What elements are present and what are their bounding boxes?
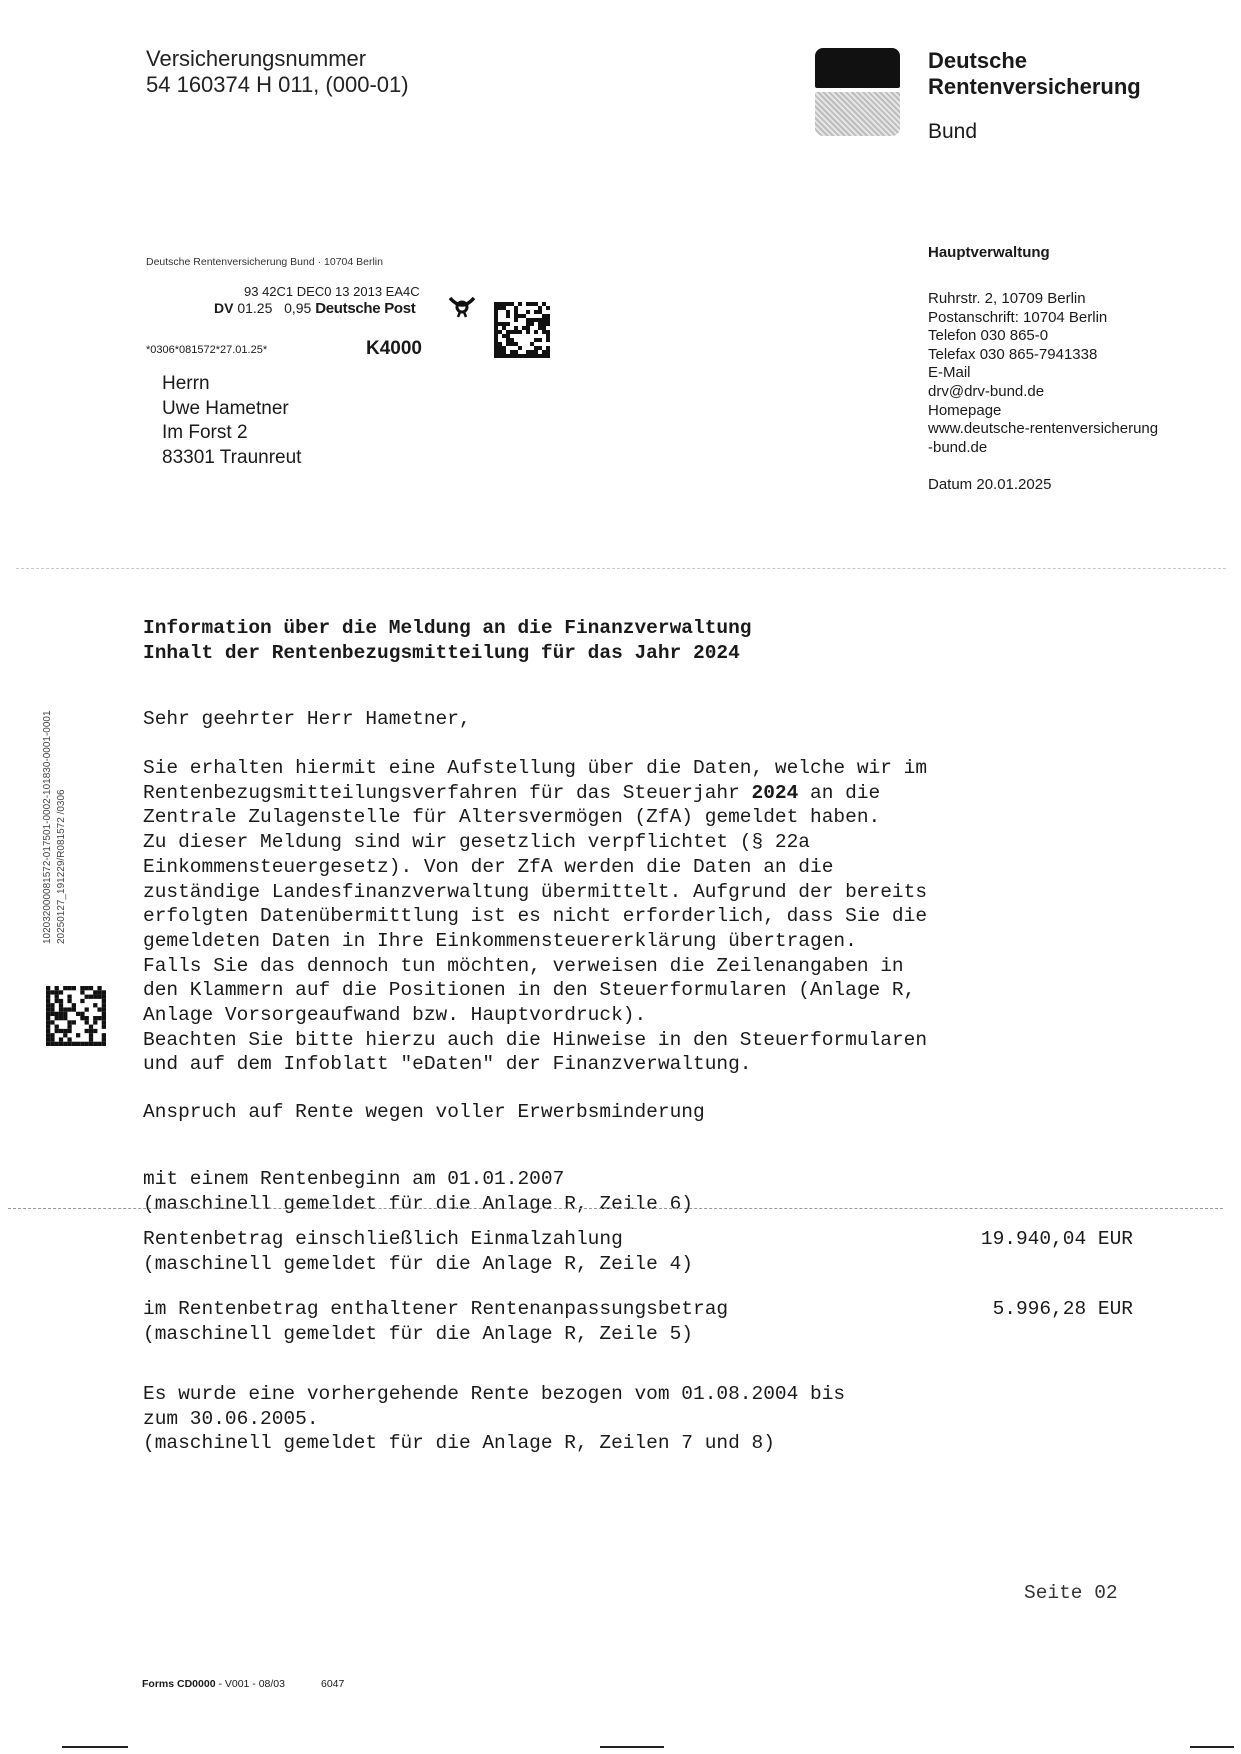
side-datamatrix-code (46, 986, 106, 1046)
contact-line: Homepage (928, 401, 1002, 419)
sender-line: Deutsche Rentenversicherung Bund · 10704 Berlin (146, 256, 383, 268)
previous-pension (143, 1382, 845, 1456)
contact-email[interactable]: drv@drv-bund.de (928, 382, 1045, 400)
insurance-number-label: Versicherungsnummer (146, 46, 367, 71)
recipient-name: Uwe Hametner (162, 397, 289, 419)
intro-paragraph (143, 756, 927, 1077)
contact-line: Postanschrift: 10704 Berlin (928, 308, 1108, 326)
k-code: K4000 (366, 338, 422, 359)
page-number: Seite 02 (1024, 1582, 1118, 1604)
fold-line (16, 568, 1226, 569)
footer-mark (600, 1746, 664, 1748)
post-horn-icon (448, 294, 476, 322)
pension-claim: Anspruch auf Rente wegen voller Erwerbsminderung (143, 1101, 705, 1123)
amount-row (143, 1297, 1133, 1346)
previous-pension-note: (maschinell gemeldet für die Anlage R, Zeilen 7 und 8) (143, 1432, 775, 1454)
contact-line: Telefax 030 865-7941338 (928, 345, 1098, 363)
letter-title-line2: Inhalt der Rentenbezugsmitteilung für das Jahr 2024 (143, 642, 740, 664)
amount-label: Rentenbetrag einschließlich Einmalzahlung (143, 1228, 623, 1250)
contact-block (928, 290, 1158, 457)
barcode-text: *0306*081572*27.01.25* (146, 344, 268, 356)
carrier-name: Deutsche Post (315, 300, 416, 317)
form-id: Forms CD0000 (142, 1678, 216, 1690)
organization-name-line1: Deutsche (928, 48, 1028, 73)
previous-pension-line2: zum 30.06.2005. (143, 1407, 319, 1430)
franking-dv: DV (214, 300, 234, 316)
amount-note: (maschinell gemeldet für die Anlage R, Zeile 4) (143, 1252, 693, 1275)
contact-line: Ruhrstr. 2, 10709 Berlin (928, 290, 1086, 307)
franking-dv-date: 01.25 (237, 300, 273, 316)
organization-branch: Bund (928, 120, 978, 143)
contact-heading: Hauptverwaltung (928, 244, 1050, 261)
contact-homepage[interactable]: www.deutsche-rentenversicherung (928, 420, 1159, 438)
recipient-city: 83301 Traunreut (162, 446, 302, 468)
greeting: Sehr geehrter Herr Hametner, (143, 708, 471, 730)
amount-row (143, 1227, 1133, 1276)
recipient-address (162, 372, 301, 470)
logo-top-shape (815, 48, 900, 88)
logo-bottom-shape (815, 92, 900, 136)
contact-line: E-Mail (928, 364, 971, 382)
intro-paragraph-rest: an die Zentrale Zulagenstelle für Altersvermögen (ZfA) gemeldet haben. Zu dieser Meldung sind wir gesetzlich verpflichtet (§ 22a Einkommensteuergesetz). Von der ZfA werden die Daten an die zuständige Landesfinanzverwaltung übermittelt. Aufgrund der bereits erfolgten Datenübermittlung ist es nicht erforderlich, dass Sie die gemeldeten Daten in Ihre Einkommensteuererklärung übertragen. Falls Sie das dennoch tun möchten, verweisen die Zeilenangaben in den Klammern auf die Positionen in den Steuerformularen (Anlage R, Anlage Vorsorgeaufwand bzw. Hauptvordruck). Beachten Sie bitte hierzu auch die Hinweise in den Steuerformularen und auf dem Infoblatt "eDaten" der Finanzverwaltung. (143, 781, 928, 1076)
recipient-street: Im Forst 2 (162, 422, 248, 443)
letter-title-line1: Information über die Meldung an die Finanzverwaltung (143, 617, 752, 639)
amount-label: im Rentenbetrag enthaltener Rentenanpassungsbetrag (143, 1298, 729, 1320)
recipient-salutation: Herrn (162, 373, 210, 394)
franking-line (214, 300, 416, 317)
cut-line (8, 1208, 1223, 1209)
side-code-line1: 102032000081572-017501-0002-101830-0001-0001 (42, 710, 53, 944)
form-version: - V001 - 08/03 (215, 1678, 285, 1690)
drv-logo (815, 48, 900, 136)
letter-title (143, 616, 752, 666)
footer-mark (1190, 1746, 1234, 1748)
pension-start-date: mit einem Rentenbeginn am 01.01.2007 (143, 1168, 565, 1190)
amount-value: 5.996,28 EUR (992, 1298, 1133, 1320)
contact-line: Telefon 030 865-0 (928, 327, 1049, 345)
form-footer (142, 1678, 344, 1690)
franking-amount: 0,95 (284, 300, 312, 316)
pension-start-note: (maschinell gemeldet für die Anlage R, Zeile 6) (143, 1192, 693, 1215)
franking-code: 93 42C1 DEC0 13 2013 EA4C (244, 284, 420, 299)
footer-mark (62, 1746, 128, 1748)
form-number: 6047 (321, 1678, 345, 1690)
previous-pension-line1: Es wurde eine vorhergehende Rente bezogen vom 01.08.2004 bis (143, 1383, 846, 1405)
amount-value: 19.940,04 EUR (980, 1228, 1133, 1250)
intro-paragraph-start: Sie erhalten hiermit eine Aufstellung über die Daten, welche wir im Rentenbezugsmitteilungsverfahren für das Steuerjahr (143, 757, 928, 804)
datamatrix-code (494, 302, 550, 358)
amount-note: (maschinell gemeldet für die Anlage R, Zeile 5) (143, 1322, 693, 1345)
side-code-line2: 20250127_191229/R081572 /0306 (56, 789, 67, 944)
tax-year: 2024 (751, 781, 799, 804)
contact-homepage-cont[interactable]: -bund.de (928, 438, 988, 456)
insurance-number-block (146, 46, 409, 98)
insurance-number: 54 160374 H 011, (000-01) (146, 72, 409, 97)
letter-date: Datum 20.01.2025 (928, 476, 1052, 493)
organization-name (928, 48, 1141, 100)
organization-name-line2: Rentenversicherung (928, 74, 1141, 99)
